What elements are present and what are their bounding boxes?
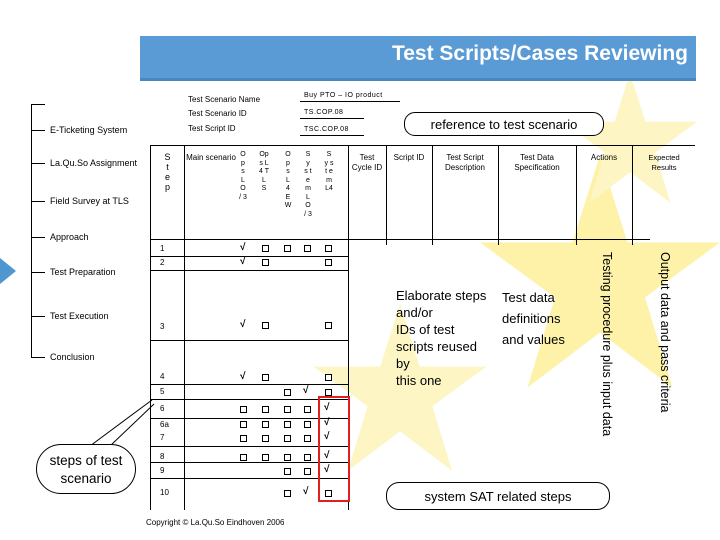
col-header-expected-results: Expected Results xyxy=(648,153,680,172)
col-header-test-cycle-id: Test Cycle ID xyxy=(351,153,383,172)
step-number: 2 xyxy=(160,258,165,267)
outline-line xyxy=(31,104,32,358)
table-header-divider xyxy=(150,239,650,240)
outline-tick xyxy=(31,316,45,317)
table-left-border xyxy=(150,145,151,510)
page-title: Test Scripts/Cases Reviewing xyxy=(391,42,688,65)
check-mark-icon: √ xyxy=(240,371,246,382)
sat-callout-text: system SAT related steps xyxy=(424,489,572,504)
empty-checkbox-icon xyxy=(262,245,269,252)
outline-tick xyxy=(31,104,45,105)
rotated-label-output-data: Output data and pass criteria xyxy=(658,252,672,413)
scenario-id-label: Test Scenario ID xyxy=(188,109,247,118)
check-mark-icon: √ xyxy=(240,319,246,330)
col-header-ops-lo: O p s L O / 3 xyxy=(239,151,247,201)
empty-checkbox-icon xyxy=(262,406,269,413)
current-section-arrow-icon xyxy=(0,258,16,284)
callout-pointer-icon xyxy=(90,398,170,448)
empty-checkbox-icon xyxy=(284,435,291,442)
empty-checkbox-icon xyxy=(284,245,291,252)
check-mark-icon: √ xyxy=(324,464,330,475)
col-header-ops-l4-ew: O p s L 4 E W xyxy=(284,151,292,209)
row-divider xyxy=(150,256,348,257)
outline-item-assignment[interactable]: La.Qu.So Assignment xyxy=(50,158,138,168)
note-test-data xyxy=(502,287,565,350)
empty-checkbox-icon xyxy=(262,374,269,381)
check-mark-icon: √ xyxy=(240,256,246,267)
note-line: this one xyxy=(396,373,442,388)
step-number: 4 xyxy=(160,372,165,381)
check-mark-icon: √ xyxy=(324,402,330,413)
empty-checkbox-icon xyxy=(262,259,269,266)
scenario-name-label: Test Scenario Name xyxy=(188,95,261,104)
script-id-label: Test Script ID xyxy=(188,124,236,133)
steps-callout xyxy=(36,444,136,494)
step-number: 10 xyxy=(160,488,169,497)
empty-checkbox-icon xyxy=(284,406,291,413)
steps-callout-text xyxy=(37,452,135,488)
empty-checkbox-icon xyxy=(262,454,269,461)
col-divider xyxy=(432,145,433,245)
note-elaborate-steps xyxy=(396,287,486,389)
col-divider xyxy=(632,145,633,245)
empty-checkbox-icon xyxy=(262,435,269,442)
outline-item-conclusion[interactable]: Conclusion xyxy=(50,352,95,362)
note-line: Elaborate steps xyxy=(396,288,487,303)
col-divider xyxy=(576,145,577,245)
note-line: Test data xyxy=(502,290,555,305)
outline-item-e-ticketing[interactable]: E-Ticketing System xyxy=(50,125,128,135)
empty-checkbox-icon xyxy=(262,421,269,428)
empty-checkbox-icon xyxy=(325,259,332,266)
empty-checkbox-icon xyxy=(284,490,291,497)
check-mark-icon: √ xyxy=(303,385,309,396)
row-divider xyxy=(150,270,348,271)
empty-checkbox-icon xyxy=(240,454,247,461)
row-divider xyxy=(150,384,348,385)
col-header-sys-lo: S y s t e m L O / 3 xyxy=(304,151,312,218)
row-divider xyxy=(150,340,348,341)
scenario-name-value: Buy PTO – IO product xyxy=(304,92,383,99)
title-banner xyxy=(140,36,696,81)
outline-tick xyxy=(31,357,45,358)
step-number: 7 xyxy=(160,433,165,442)
outline-tick xyxy=(31,130,45,131)
table-top-border xyxy=(150,145,695,146)
reference-callout-text: reference to test scenario xyxy=(430,117,578,132)
underline xyxy=(300,101,400,102)
outline-item-test-preparation[interactable]: Test Preparation xyxy=(50,267,116,277)
rotated-label-testing-procedure: Testing procedure plus input data xyxy=(600,252,614,437)
outline-item-test-execution[interactable]: Test Execution xyxy=(50,311,109,321)
steps-callout-line: scenario xyxy=(60,471,112,486)
empty-checkbox-icon xyxy=(325,389,332,396)
step-number: 1 xyxy=(160,244,165,253)
empty-checkbox-icon xyxy=(284,389,291,396)
col-divider xyxy=(386,145,387,245)
note-line: scripts reused xyxy=(396,339,477,354)
col-header-test-script-desc: Test Script Description xyxy=(444,153,485,172)
empty-checkbox-icon xyxy=(262,322,269,329)
empty-checkbox-icon xyxy=(240,421,247,428)
note-line: IDs of test xyxy=(396,322,455,337)
reference-callout xyxy=(404,112,604,136)
note-line: by xyxy=(396,356,410,371)
step-number: 8 xyxy=(160,452,165,461)
outline-item-approach[interactable]: Approach xyxy=(50,232,89,242)
decor-star-icon xyxy=(560,70,700,210)
step-number: 6 xyxy=(160,404,165,413)
col-divider xyxy=(184,145,185,510)
check-mark-icon: √ xyxy=(324,417,330,428)
empty-checkbox-icon xyxy=(240,435,247,442)
empty-checkbox-icon xyxy=(304,245,311,252)
outline-tick xyxy=(31,163,45,164)
col-header-main-scenario: Main scenario xyxy=(186,153,236,162)
empty-checkbox-icon xyxy=(325,245,332,252)
sat-callout xyxy=(386,482,610,510)
note-line: definitions xyxy=(502,311,561,326)
empty-checkbox-icon xyxy=(240,406,247,413)
steps-callout-line: steps of test xyxy=(49,453,123,468)
underline xyxy=(300,118,364,119)
sat-steps-highlight xyxy=(318,396,350,502)
scenario-id-value: TS.COP.08 xyxy=(304,109,344,116)
check-mark-icon: √ xyxy=(324,431,330,442)
empty-checkbox-icon xyxy=(304,406,311,413)
step-number: 6a xyxy=(160,420,169,429)
note-line: and/or xyxy=(396,305,433,320)
col-divider xyxy=(498,145,499,245)
outline-tick xyxy=(31,201,45,202)
empty-checkbox-icon xyxy=(304,435,311,442)
col-header-sys-l4: S y s t e m L4 xyxy=(324,151,334,192)
empty-checkbox-icon xyxy=(304,454,311,461)
check-mark-icon: √ xyxy=(240,242,246,253)
check-mark-icon: √ xyxy=(303,486,309,497)
step-number: 3 xyxy=(160,322,165,331)
note-line: and values xyxy=(502,332,565,347)
empty-checkbox-icon xyxy=(284,454,291,461)
step-number: 9 xyxy=(160,466,165,475)
col-header-actions: Actions xyxy=(590,153,618,162)
empty-checkbox-icon xyxy=(325,374,332,381)
empty-checkbox-icon xyxy=(304,421,311,428)
underline xyxy=(300,135,364,136)
copyright: Copyright © La.Qu.So Eindhoven 2006 xyxy=(146,518,285,527)
check-mark-icon: √ xyxy=(324,450,330,461)
col-header-script-id: Script ID xyxy=(393,153,425,162)
col-header-ops-l4-tls: Op s L 4 T L S xyxy=(259,151,269,192)
script-id-value: TSC.COP.08 xyxy=(304,126,349,133)
empty-checkbox-icon xyxy=(284,468,291,475)
outline-item-field-survey[interactable]: Field Survey at TLS xyxy=(50,196,129,206)
outline-tick xyxy=(31,272,45,273)
col-header-test-data-spec: Test Data Specification xyxy=(514,153,560,172)
outline-tick xyxy=(31,237,45,238)
empty-checkbox-icon xyxy=(284,421,291,428)
empty-checkbox-icon xyxy=(325,322,332,329)
empty-checkbox-icon xyxy=(304,468,311,475)
step-number: 5 xyxy=(160,387,165,396)
col-header-step: S t e p xyxy=(164,152,171,192)
